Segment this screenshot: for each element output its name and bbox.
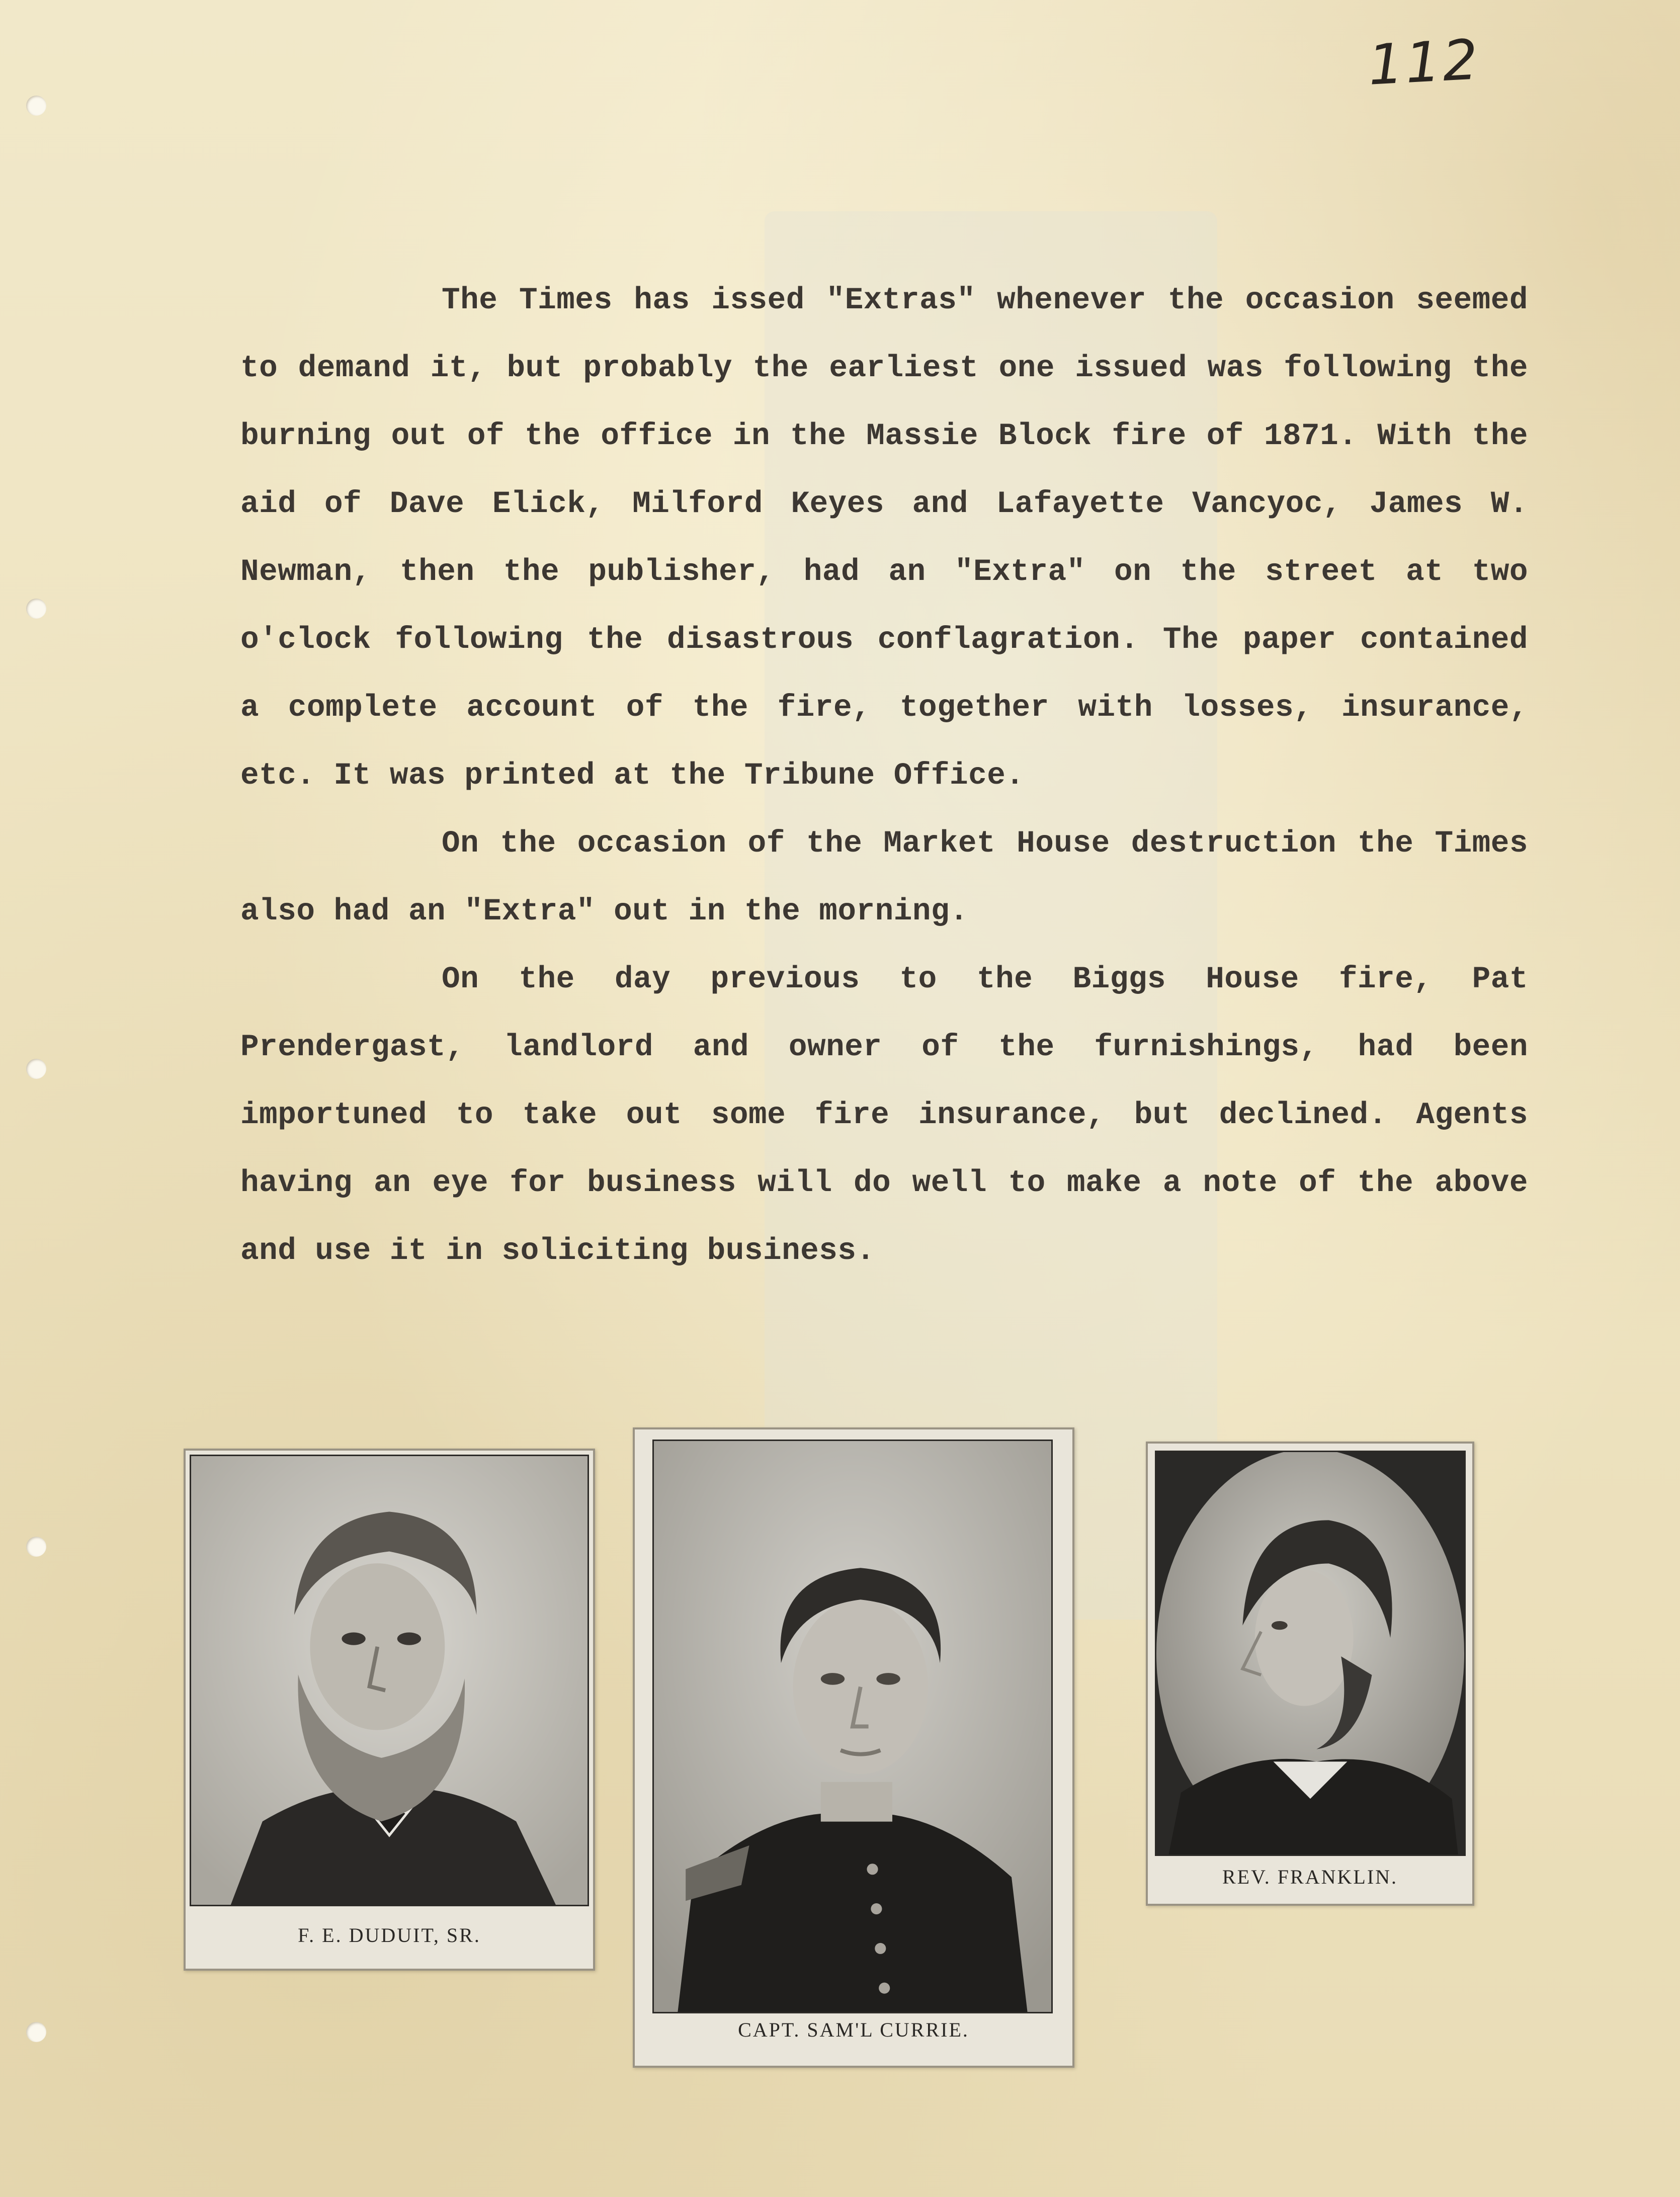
clergyman-portrait-icon [1156, 1452, 1464, 1854]
portrait-photo [190, 1455, 589, 1906]
punch-hole [26, 1059, 46, 1079]
punch-hole [26, 1537, 46, 1557]
punch-hole [26, 96, 46, 116]
typed-text [240, 267, 1528, 1285]
paragraph: On the day previous to the Biggs House fire, Pat Prendergast, landlord and owner of the furnishings, had been importuned to take out some fire insurance, but declined. Agents having an eye for business will do well to make a note of the above and use it in soliciting business. [240, 962, 1528, 1269]
uniformed-soldier-portrait-icon [654, 1441, 1051, 2012]
portrait-photo [652, 1440, 1053, 2013]
portrait-photo [1155, 1451, 1466, 1856]
portrait-caption: REV. FRANKLIN. [1222, 1866, 1398, 1888]
portrait-caption: CAPT. SAM'L CURRIE. [738, 2018, 969, 2041]
page-number: 112 [1366, 27, 1482, 98]
portrait-card [184, 1449, 595, 1971]
portrait-card [1146, 1442, 1474, 1906]
portrait-card [633, 1427, 1074, 2068]
paragraph: On the occasion of the Market House destruction the Times also had an "Extra" out in the morning. [240, 826, 1528, 929]
punch-hole [26, 599, 46, 619]
portrait-caption: F. E. DUDUIT, SR. [298, 1924, 481, 1947]
punch-hole [26, 2022, 46, 2042]
bearded-man-portrait-icon [191, 1456, 587, 1905]
paragraph: The Times has issed "Extras" whenever the occasion seemed to demand it, but probably the earliest one issued was following the burning out of the office in the Massie Block fire of 1871. With the aid of Dave Elick, Milford Keyes and Lafayette Vancyoc, James W. Newman, then the publisher, had an "Extra" on the street at two o'clock following the disastrous conflagration. The paper contained a complete account of the fire, together with losses, insurance, etc. It was printed at the Tribune Office. [240, 283, 1528, 793]
